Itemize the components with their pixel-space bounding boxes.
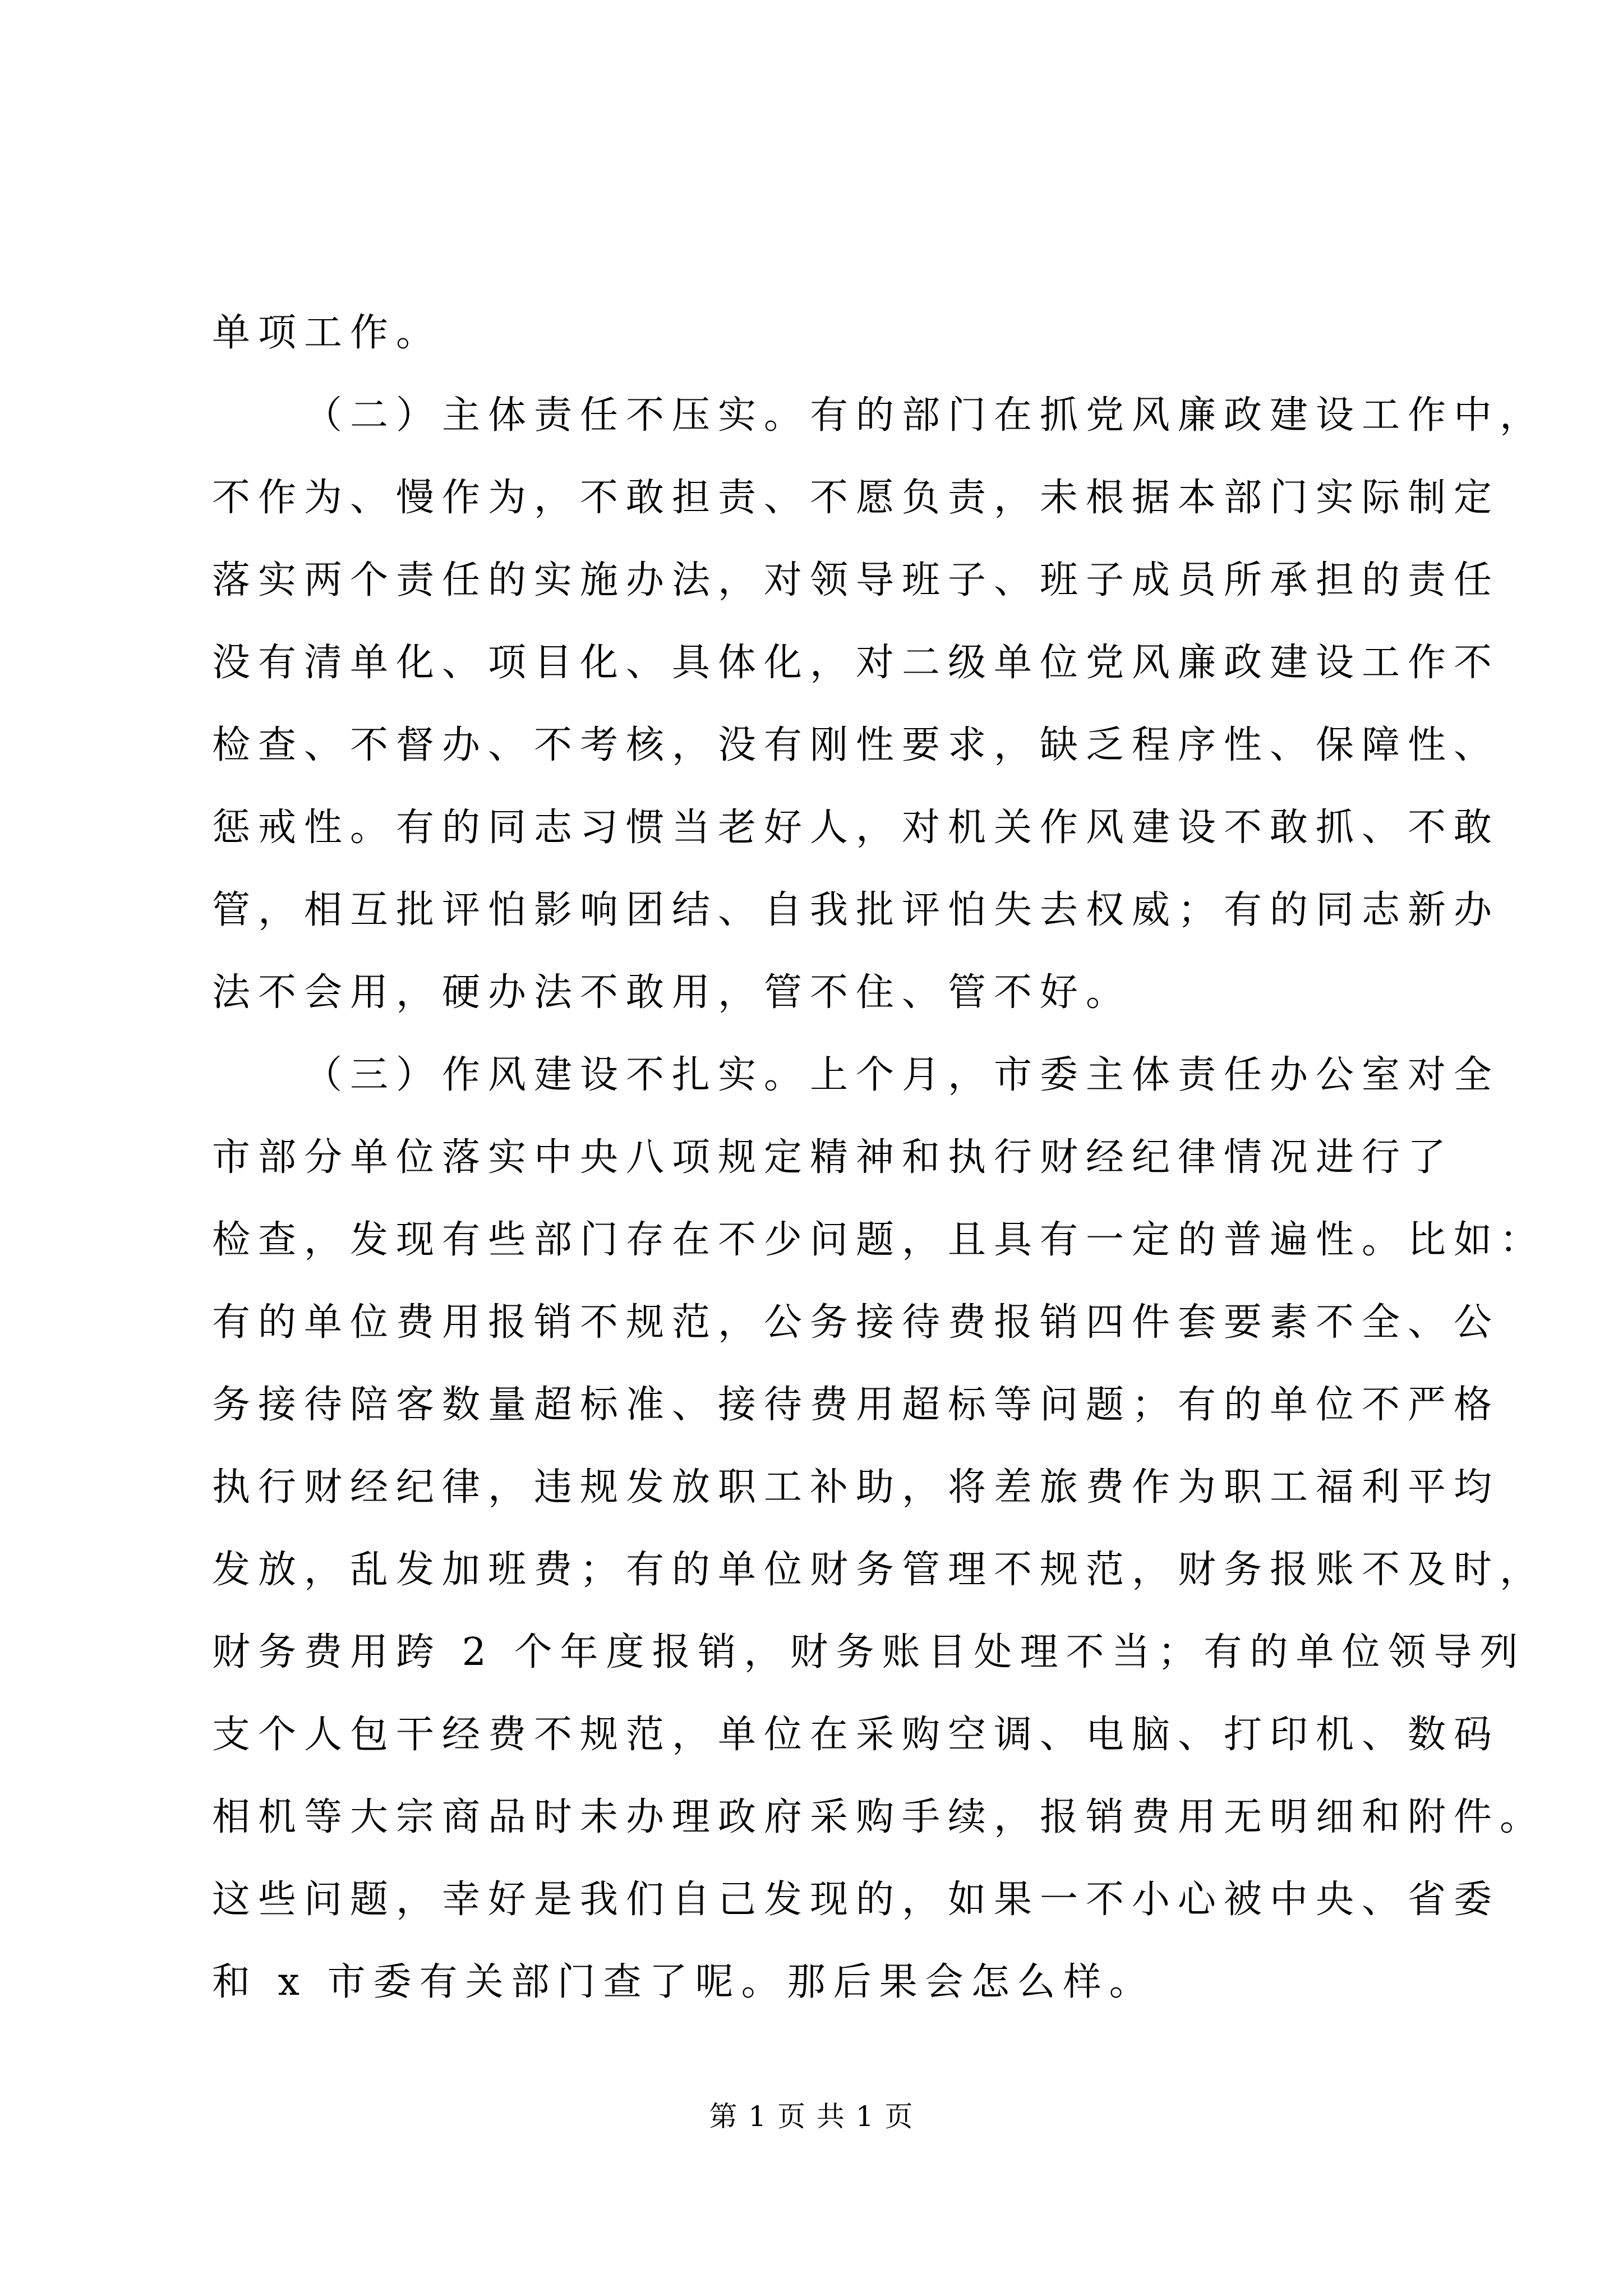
text-line: 惩戒性。有的同志习惯当老好人，对机关作风建设不敢抓、不敢 xyxy=(212,806,1500,850)
text-line: （二）主体责任不压实。有的部门在抓党风廉政建设工作中， xyxy=(304,393,1546,438)
text-line: 发放，乱发加班费；有的单位财务管理不规范，财务报账不及时， xyxy=(212,1548,1546,1592)
text-line: 管，相互批评怕影响团结、自我批评怕失去权威；有的同志新办 xyxy=(212,888,1500,932)
text-line: 执行财经纪律，违规发放职工补助，将差旅费作为职工福利平均 xyxy=(212,1465,1500,1510)
text-line: （三）作风建设不扎实。上个月，市委主体责任办公室对全 xyxy=(304,1053,1500,1097)
text-line: 支个人包干经费不规范，单位在采购空调、电脑、打印机、数码 xyxy=(212,1713,1500,1757)
document-body xyxy=(212,292,1546,2023)
text-line: 检查、不督办、不考核，没有刚性要求，缺乏程序性、保障性、 xyxy=(212,723,1500,767)
paragraph-2 xyxy=(212,374,1546,1034)
text-line: 落实两个责任的实施办法，对领导班子、班子成员所承担的责任 xyxy=(212,558,1500,602)
text-line: 相机等大宗商品时未办理政府采购手续，报销费用无明细和附件。 xyxy=(212,1795,1546,1839)
text-line: 有的单位费用报销不规范，公务接待费报销四件套要素不全、公 xyxy=(212,1300,1500,1345)
text-line: 财务费用跨 2 个年度报销，财务账目处理不当；有的单位领导列 xyxy=(212,1630,1526,1674)
text-line: 没有清单化、项目化、具体化，对二级单位党风廉政建设工作不 xyxy=(212,641,1500,685)
text-line: 务接待陪客数量超标准、接待费用超标等问题；有的单位不严格 xyxy=(212,1383,1500,1427)
text-line: 法不会用，硬办法不敢用，管不住、管不好。 xyxy=(212,970,1132,1015)
paragraph-3 xyxy=(212,1034,1546,2023)
text-line: 不作为、慢作为，不敢担责、不愿负责，未根据本部门实际制定 xyxy=(212,476,1500,520)
page-number-label: 第 1 页 共 1 页 xyxy=(709,2100,914,2133)
paragraph-1 xyxy=(212,292,1414,374)
page-footer xyxy=(0,2097,1623,2136)
text-line: 这些问题，幸好是我们自己发现的，如果一不小心被中央、省委 xyxy=(212,1878,1500,1922)
text-line: 单项工作。 xyxy=(212,311,442,355)
text-line: 检查，发现有些部门存在不少问题，且具有一定的普遍性。比如： xyxy=(212,1218,1546,1262)
text-line: 市部分单位落实中央八项规定精神和执行财经纪律情况进行了 xyxy=(212,1135,1454,1180)
text-line: 和 x 市委有关部门查了呢。那后果会怎么样。 xyxy=(212,1960,1155,2004)
